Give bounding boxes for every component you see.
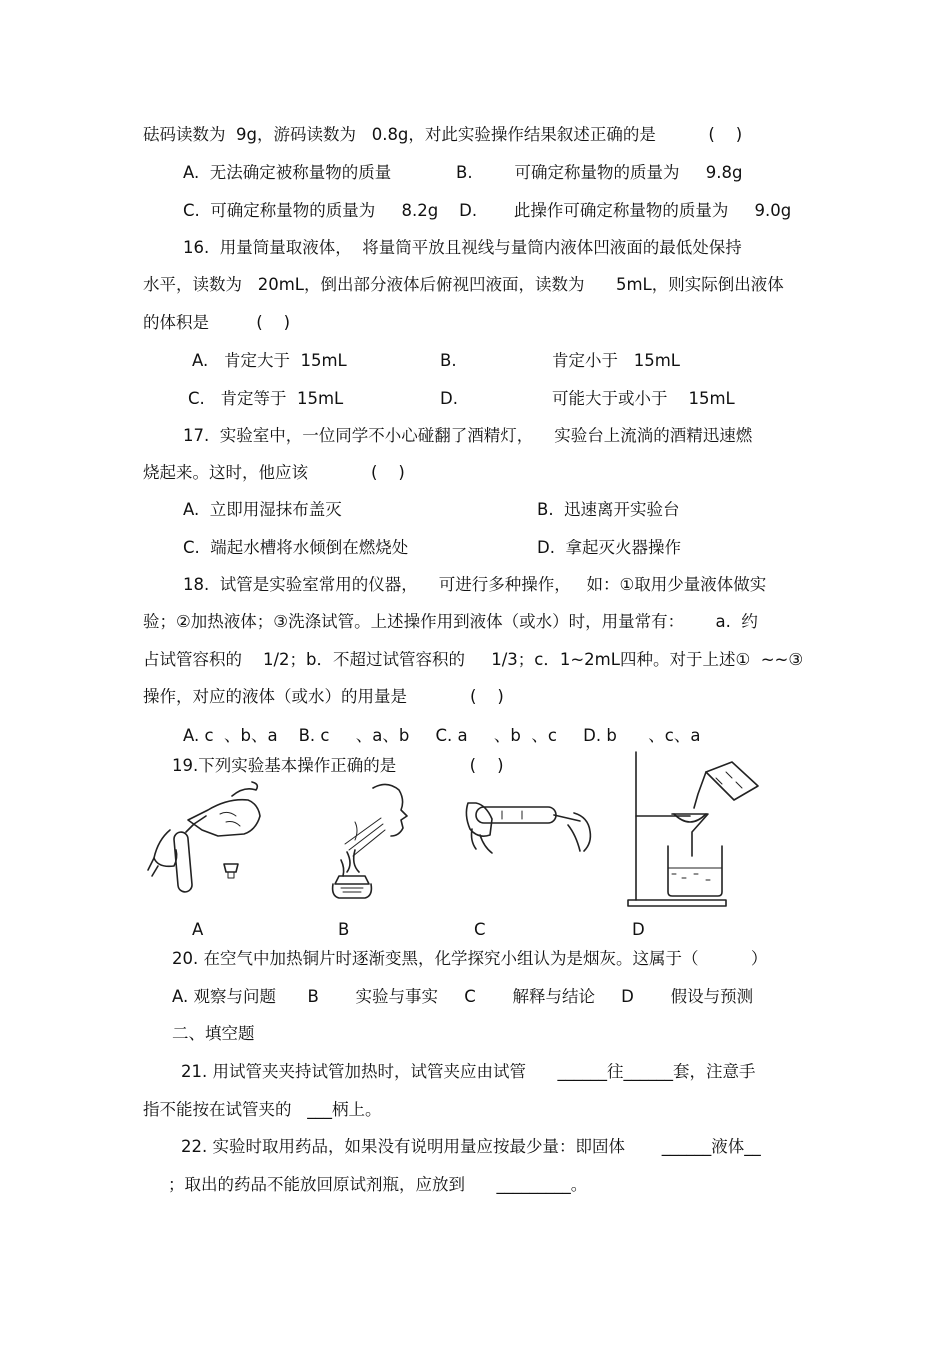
- q21-line1: 21. 用试管夹夹持试管加热时，试管夹应由试管 ______往______套，注意手: [181, 1062, 756, 1081]
- figure-label-c: C: [474, 920, 486, 939]
- q18-line4: 操作，对应的液体（或水）的用量是 ( ): [143, 687, 504, 706]
- figure-label-d: D: [632, 920, 645, 939]
- q15-option-cd: C. 可确定称量物的质量为 8.2g D. 此操作可确定称量物的质量为 9.0g: [183, 201, 792, 220]
- q21-line2: 指不能按在试管夹的 ___柄上。: [143, 1100, 382, 1119]
- q18-line3: 占试管容积的 1/2；b．不超过试管容积的 1/3；c．1~2mL四种。对于上述① ~~③: [143, 650, 804, 669]
- q18-line1: 18. 试管是实验室常用的仪器， 可进行多种操作， 如：①取用少量液体做实: [183, 575, 767, 594]
- q17-line2: 烧起来。这时，他应该 ( ): [143, 463, 405, 482]
- q15-stem: 砝码读数为 9g，游码读数为 0.8g，对此实验操作结果叙述正确的是 ( ): [143, 125, 743, 144]
- q16-option-a: A. 肯定大于 15mL: [192, 351, 347, 370]
- q16-option-b-letter: B.: [440, 351, 457, 370]
- q17-option-c: C. 端起水槽将水倾倒在燃烧处: [183, 538, 409, 557]
- q17-option-b: B. 迅速离开实验台: [537, 500, 680, 519]
- q16-line3: 的体积是 ( ): [143, 313, 291, 332]
- section-heading-fill-blank: 二、填空题: [172, 1024, 255, 1043]
- q20-stem: 20. 在空气中加热铜片时逐渐变黑，化学探究小组认为是烟灰。这属于（ ）: [172, 949, 768, 968]
- q16-line2: 水平，读数为 20mL，倒出部分液体后俯视凹液面，读数为 5mL，则实际倒出液体: [143, 275, 784, 294]
- figure-label-b: B: [338, 920, 350, 939]
- q19-stem: 19.下列实验基本操作正确的是 ( ): [172, 756, 504, 775]
- figure-a-pouring-liquid-icon: [148, 780, 268, 895]
- figure-c-heating-test-tube-icon: [462, 795, 602, 865]
- q17-option-d: D. 拿起灭火器操作: [537, 538, 681, 557]
- q15-option-b: B. 可确定称量物的质量为 9.8g: [456, 163, 743, 182]
- q17-option-a: A. 立即用湿抹布盖灭: [183, 500, 342, 519]
- q16-option-d-letter: D.: [440, 389, 458, 408]
- q16-option-d-text: 可能大于或小于 15mL: [552, 389, 735, 408]
- figure-label-a: A: [192, 920, 204, 939]
- q15-option-a: A. 无法确定被称量物的质量: [183, 163, 392, 182]
- q17-line1: 17. 实验室中，一位同学不小心碰翻了酒精灯， 实验台上流淌的酒精迅速燃: [183, 426, 753, 445]
- q16-option-b-text: 肯定小于 15mL: [552, 351, 680, 370]
- q16-line1: 16. 用量筒量取液体， 将量筒平放且视线与量筒内液体凹液面的最低处保持: [183, 238, 742, 257]
- figure-d-filtration-icon: [622, 750, 772, 910]
- figure-b-smelling-gas-icon: [325, 780, 420, 900]
- q22-line1: 22. 实验时取用药品，如果没有说明用量应按最少量：即固体 ______液体__: [181, 1137, 761, 1156]
- q18-options: A. c 、b、a B. c 、a、b C. a 、b 、c D. b 、c、a: [183, 726, 701, 745]
- q20-options: A. 观察与问题 B 实验与事实 C 解释与结论 D 假设与预测: [172, 987, 754, 1006]
- q16-option-c: C. 肯定等于 15mL: [188, 389, 344, 408]
- q18-line2: 验；②加热液体；③洗涤试管。上述操作用到液体（或水）时，用量常有： a. 约: [143, 612, 758, 631]
- q22-line2: ；取出的药品不能放回原试剂瓶，应放到 _________。: [168, 1175, 588, 1194]
